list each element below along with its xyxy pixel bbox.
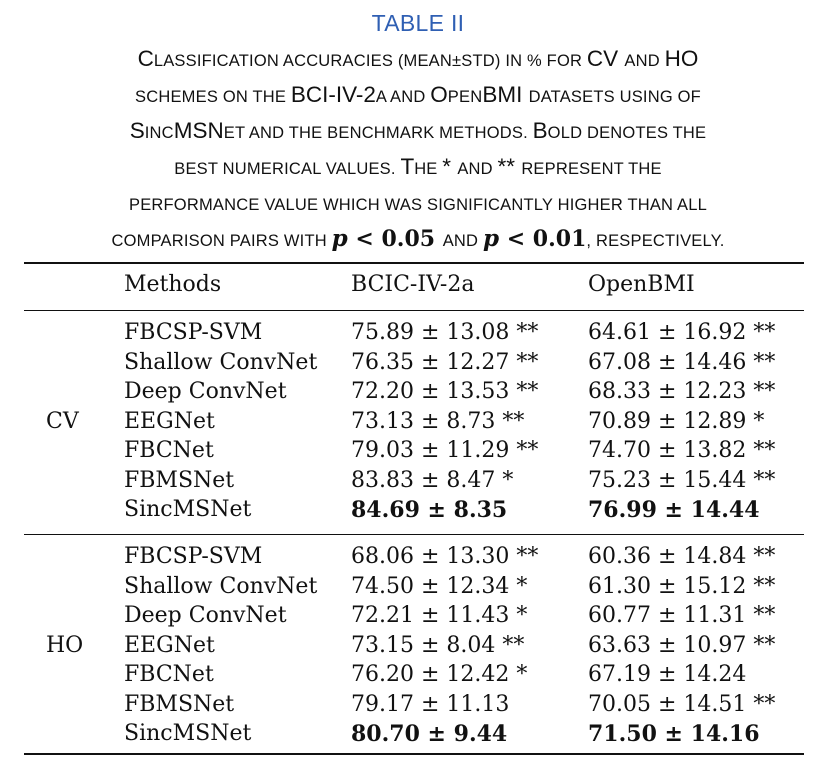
accuracy-value: 60.77 ± 11.31 — [588, 603, 747, 628]
significance-mark: ** — [753, 603, 776, 628]
bottom-rule — [24, 753, 804, 755]
accuracy-value: 73.13 ± 8.73 — [351, 409, 496, 434]
caption-segment: COMPARISON PAIRS WITH — [111, 232, 332, 250]
table-caption — [12, 42, 824, 258]
caption-segment: p — [331, 225, 348, 252]
method-name: Deep ConvNet — [124, 603, 287, 628]
caption-segment: DATASETS USING OF — [528, 88, 701, 106]
caption-segment: A AND — [375, 88, 431, 106]
significance-mark: ** — [502, 409, 525, 434]
significance-mark: ** — [753, 544, 776, 569]
openbmi-value — [588, 662, 746, 688]
caption-segment: HO — [664, 46, 699, 71]
bcic-value — [351, 497, 507, 523]
openbmi-value — [588, 721, 760, 747]
method-name: FBCNet — [124, 438, 214, 463]
accuracy-value: 68.33 ± 12.23 — [588, 379, 747, 404]
accuracy-value: 76.35 ± 12.27 — [351, 350, 510, 375]
significance-mark: ** — [516, 379, 539, 404]
caption-segment: AND — [624, 52, 665, 70]
bcic-value — [351, 544, 538, 570]
openbmi-value — [588, 544, 775, 570]
accuracy-value: 83.83 ± 8.47 — [351, 468, 496, 493]
caption-segment: T — [400, 154, 415, 179]
significance-mark: ** — [753, 350, 776, 375]
openbmi-value — [588, 438, 775, 464]
method-name: FBMSNet — [124, 692, 235, 717]
bcic-value — [351, 468, 513, 494]
bcic-value — [351, 379, 538, 405]
caption-segment: , RESPECTIVELY. — [586, 232, 725, 250]
significance-mark: ** — [753, 438, 776, 463]
significance-mark: ** — [753, 320, 776, 345]
accuracy-value: 74.70 ± 13.82 — [588, 438, 747, 463]
scheme-label: HO — [46, 632, 84, 658]
significance-mark: ** — [753, 379, 776, 404]
caption-segment: PERFORMANCE VALUE WHICH WAS SIGNIFICANTLY HIGHER THAN ALL — [129, 196, 707, 214]
bcic-value — [351, 350, 538, 376]
significance-mark: ** — [516, 320, 539, 345]
caption-segment: INC — [144, 124, 174, 142]
accuracy-value: 75.23 ± 15.44 — [588, 468, 747, 493]
accuracy-value: 70.05 ± 14.51 — [588, 692, 747, 717]
method-name: FBCNet — [124, 662, 214, 687]
caption-segment: < 0.05 — [347, 226, 443, 252]
caption-segment: AND — [442, 232, 483, 250]
caption-segment: S — [129, 118, 145, 143]
significance-mark: ** — [516, 544, 539, 569]
caption-segment: PEN — [447, 88, 483, 106]
bcic-value — [351, 662, 527, 688]
openbmi-value — [588, 320, 775, 346]
accuracy-value: 80.70 ± 9.44 — [351, 721, 508, 747]
method-name: FBMSNet — [124, 468, 235, 493]
group-separator-rule — [24, 534, 804, 535]
significance-mark: ** — [753, 692, 776, 717]
openbmi-value — [588, 633, 775, 659]
top-rule — [24, 262, 804, 264]
significance-mark: ** — [516, 438, 539, 463]
significance-mark: ** — [502, 633, 525, 658]
accuracy-value: 71.50 ± 14.16 — [588, 721, 760, 747]
significance-mark: ** — [753, 633, 776, 658]
accuracy-value: 79.03 ± 11.29 — [351, 438, 510, 463]
caption-segment: B — [532, 118, 548, 143]
caption-segment: MEAN±STD — [403, 52, 495, 70]
caption-segment: CV — [586, 46, 625, 71]
method-name: Shallow ConvNet — [124, 574, 318, 599]
bcic-value — [351, 603, 527, 629]
openbmi-value — [588, 497, 760, 523]
openbmi-value — [588, 350, 775, 376]
header-methods: Methods — [124, 272, 222, 297]
significance-mark: * — [516, 603, 528, 628]
accuracy-value: 67.08 ± 14.46 — [588, 350, 747, 375]
bcic-value — [351, 574, 527, 600]
openbmi-value — [588, 379, 775, 405]
caption-segment: AND — [457, 160, 498, 178]
accuracy-value: 79.17 ± 11.13 — [351, 692, 510, 717]
caption-segment: ) — [494, 52, 506, 70]
significance-mark: * — [516, 662, 528, 687]
openbmi-value — [588, 574, 775, 600]
caption-segment: < 0.01 — [499, 226, 587, 252]
significance-mark: ** — [753, 468, 776, 493]
accuracy-value: 73.15 ± 8.04 — [351, 633, 496, 658]
accuracy-value: 63.63 ± 10.97 — [588, 633, 747, 658]
method-name: EEGNet — [124, 633, 215, 658]
accuracy-value: 76.99 ± 14.44 — [588, 497, 760, 523]
openbmi-value — [588, 468, 775, 494]
significance-mark: * — [516, 574, 528, 599]
significance-mark: * — [753, 409, 765, 434]
method-name: EEGNet — [124, 409, 215, 434]
method-name: SincMSNet — [124, 721, 252, 746]
method-name: FBCSP-SVM — [124, 320, 263, 345]
method-name: Deep ConvNet — [124, 379, 287, 404]
header-bcic: BCIC-IV-2a — [351, 272, 475, 297]
bcic-value — [351, 409, 524, 435]
accuracy-value: 70.89 ± 12.89 — [588, 409, 747, 434]
accuracy-value: 64.61 ± 16.92 — [588, 320, 747, 345]
accuracy-value: 68.06 ± 13.30 — [351, 544, 510, 569]
caption-segment: BMI — [482, 82, 529, 107]
accuracy-value: 61.30 ± 15.12 — [588, 574, 747, 599]
caption-segment: O — [430, 82, 448, 107]
caption-segment: OLD DENOTES THE — [547, 124, 707, 142]
caption-segment: REPRESENT THE — [521, 160, 662, 178]
method-name: SincMSNet — [124, 497, 252, 522]
openbmi-value — [588, 692, 775, 718]
bcic-value — [351, 721, 507, 747]
significance-mark: ** — [753, 574, 776, 599]
accuracy-value: 60.36 ± 14.84 — [588, 544, 747, 569]
accuracy-value: 72.20 ± 13.53 — [351, 379, 510, 404]
caption-segment: HE — [414, 160, 443, 178]
caption-segment: IN % FOR — [505, 52, 587, 70]
table-number: TABLE II — [371, 10, 465, 36]
openbmi-value — [588, 603, 775, 629]
accuracy-value: 72.21 ± 11.43 — [351, 603, 510, 628]
caption-segment: MSN — [173, 118, 224, 143]
bcic-value — [351, 320, 538, 346]
method-name: FBCSP-SVM — [124, 544, 263, 569]
caption-segment: * — [442, 154, 458, 179]
accuracy-value: 67.19 ± 14.24 — [588, 662, 747, 687]
header-openbmi: OpenBMI — [588, 272, 695, 297]
accuracy-value: 84.69 ± 8.35 — [351, 497, 508, 523]
caption-segment: ** — [497, 154, 522, 179]
scheme-label: CV — [46, 408, 79, 434]
bcic-value — [351, 438, 538, 464]
caption-segment: BEST NUMERICAL VALUES. — [174, 160, 401, 178]
bcic-value — [351, 692, 509, 718]
openbmi-value — [588, 409, 764, 435]
caption-segment: BCI-IV-2 — [290, 82, 376, 107]
caption-segment: p — [482, 225, 500, 252]
significance-mark: * — [502, 468, 514, 493]
accuracy-value: 75.89 ± 13.08 — [351, 320, 510, 345]
caption-segment: LASSIFICATION ACCURACIES ( — [153, 52, 404, 70]
caption-segment: ET AND THE BENCHMARK METHODS. — [223, 124, 533, 142]
caption-segment: C — [137, 46, 154, 71]
header-rule — [24, 310, 804, 311]
method-name: Shallow ConvNet — [124, 350, 318, 375]
significance-mark: ** — [516, 350, 539, 375]
bcic-value — [351, 633, 524, 659]
accuracy-value: 76.20 ± 12.42 — [351, 662, 510, 687]
accuracy-value: 74.50 ± 12.34 — [351, 574, 510, 599]
caption-segment: SCHEMES ON THE — [135, 88, 291, 106]
